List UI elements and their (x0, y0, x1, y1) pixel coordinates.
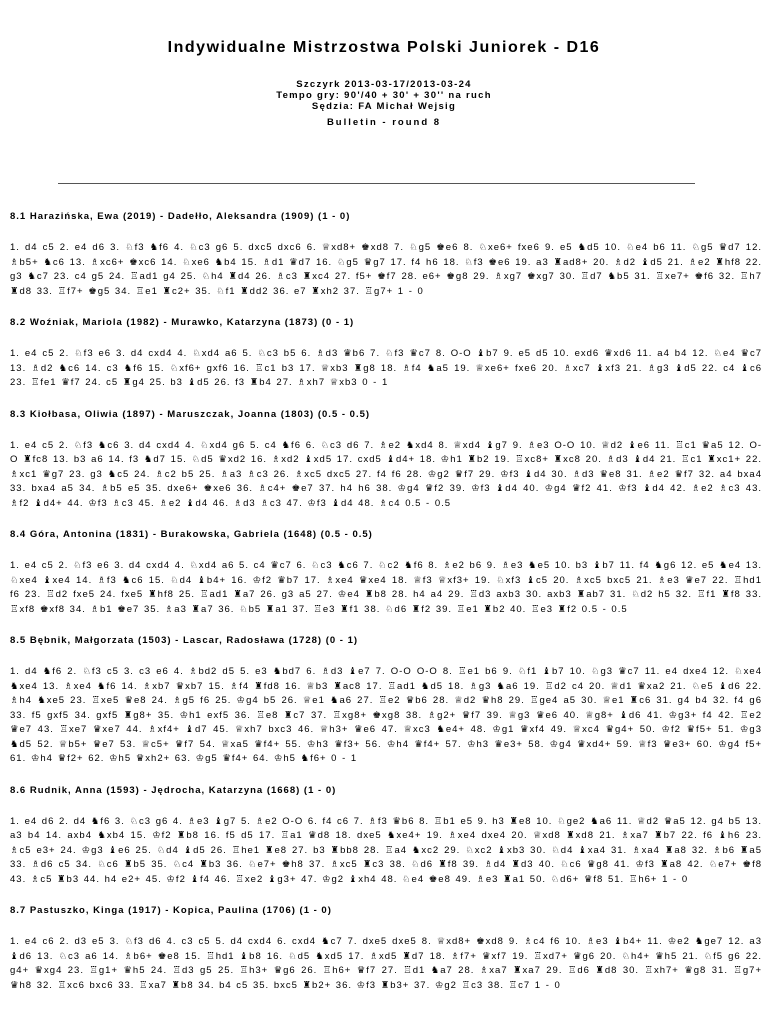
arbiter: Sędzia: FA Michał Wejsig (311, 101, 457, 112)
document-title: Indywidualne Mistrzostwa Polski Juniorek - D16 (167, 39, 601, 56)
time-control: Tempo gry: 90'/40 + 30' + 30'' na ruch (276, 90, 492, 101)
game-entry (10, 635, 762, 767)
game-entry (10, 785, 762, 888)
game-header: 8.1 Harazińska, Ewa (2019) - Dadełło, Aleksandra (1909) (1 - 0) (10, 211, 351, 222)
game-entry (10, 409, 762, 512)
bulletin-header (0, 39, 768, 128)
game-entry (10, 529, 762, 617)
game-moves: 1. e4 c6 2. d3 e5 3. ♘f3 d6 4. c3 c5 5. d4 cxd4 6. cxd4 ♞c7 7. dxe5 dxe5 8. ♕xd8+ ♚xd8 9. ♗c4 f6 10. ♗e3 ♝b4+ 11. ♔e2 ♞ge7 12. a3 ♝d6 13. ♘c3 a6 14. ♗b6+ ♚e8 15. ♖hd1 ♝b8 16. ♘d5 ♞xd5 17. ♗xd5 ♜d7 18. ♗f7+ ♛xf7 19. ♖xd7+ ♛g6 20. ♘h4+ ♛h5 21. ♘f5 g6 22. g4+ ♛xg4 23. ♖g1+ ♛h5 24. ♖d3 g5 25. ♖h3+ ♛g6 26. ♖h6+ ♛f7 27. ♖d1 ♞a7 28. ♗xa7 ♜xa7 29. ♖d6 ♜d8 30. ♖xh7+ ♛g8 31. ♖g7+ ♛h8 32. ♖xc6 bxc6 33. ♖xa7 ♜b8 34. b4 c5 35. bxc5 ♜b2+ 36. ♔f3 ♜b3+ 37. ♔g2 ♖c3 38. ♖c7 1 - 0 (10, 936, 762, 991)
place-date: Szczyrk 2013-03-17/2013-03-24 (296, 79, 472, 90)
game-header: 8.2 Woźniak, Mariola (1982) - Murawko, Katarzyna (1873) (0 - 1) (10, 317, 355, 328)
game-header: 8.7 Pastuszko, Kinga (1917) - Kopica, Paulina (1706) (1 - 0) (10, 905, 332, 916)
game-header: 8.6 Rudnik, Anna (1593) - Jędrocha, Katarzyna (1668) (1 - 0) (10, 784, 337, 796)
game-entry (10, 211, 762, 299)
game-moves: 1. e4 d6 2. d4 ♞f6 3. ♘c3 g6 4. ♗e3 ♝g7 5. ♗e2 O-O 6. f4 c6 7. ♗f3 ♛b6 8. ♖b1 e5 9. h3 ♜e8 10. ♘ge2 ♞a6 11. ♕d2 ♛a5 12. g4 b5 13. a3 b4 14. axb4 ♞xb4 15. ♔f2 ♜b8 16. f5 d5 17. ♖a1 ♛d8 18. dxe5 ♞xe4+ 19. ♗xe4 dxe4 20. ♕xd8 ♜xd8 21. ♗xa7 ♜b7 22. f6 ♝h6 23. ♗c5 e3+ 24. ♔g3 ♝e6 25. ♘d4 ♝d5 26. ♖he1 ♜e8 27. b3 ♜bb8 28. ♖a4 ♞xc2 29. ♘xc2 ♝xb3 30. ♘d4 ♝xa4 31. ♗xa4 ♜a8 32. ♗b6 ♜a5 33. ♗d6 c5 34. ♘c6 ♜b5 35. ♘c4 ♜b3 36. ♘e7+ ♚h8 37. ♗xc5 ♜c3 38. ♘d6 ♜f8 39. ♗d4 ♜d3 40. ♘c6 ♛g8 41. ♔f3 ♜a8 42. ♘e7+ ♚f8 43. ♗c5 ♜b3 44. h4 e2+ 45. ♔f2 ♝f4 46. ♖xe2 ♝g3+ 47. ♔g2 ♝xh4 48. ♘e4 ♚e8 49. ♗e3 ♜a1 50. ♘d6+ ♛f8 51. ♖h6+ 1 - 0 (10, 815, 762, 885)
game-moves: 1. e4 c5 2. ♘f3 e6 3. d4 cxd4 4. ♘xd4 a6 5. ♘c3 b5 6. ♗d3 ♛b6 7. ♘f3 ♛c7 8. O-O ♝b7 9. e5 d5 10. exd6 ♛xd6 11. a4 b4 12. ♘e4 ♛c7 13. ♗d2 ♞c6 14. c3 ♞f6 15. ♘xf6+ gxf6 16. ♖c1 b3 17. ♕xb3 ♜g8 18. ♗f4 ♞a5 19. ♕xe6+ fxe6 20. ♗xc7 ♝xf3 21. ♗g3 ♝d5 22. c4 ♝c6 23. ♖fe1 ♛f7 24. c5 ♜g4 25. b3 ♝d5 26. f3 ♜b4 27. ♗xh7 ♕xb3 0 - 1 (10, 348, 762, 388)
games-list (10, 211, 762, 1011)
game-header: 8.3 Kiołbasa, Oliwia (1897) - Maruszczak, Joanna (1803) (0.5 - 0.5) (10, 408, 371, 420)
game-header: 8.4 Góra, Antonina (1831) - Burakowska, Gabriela (1648) (0.5 - 0.5) (10, 529, 373, 540)
game-moves: 1. d4 ♞f6 2. ♘f3 c5 3. c3 e6 4. ♗bd2 d5 5. e3 ♞bd7 6. ♗d3 ♝e7 7. O-O O-O 8. ♖e1 b6 9. ♘f1 ♝b7 10. ♘g3 ♛c7 11. e4 dxe4 12. ♘xe4 ♞xe4 13. ♗xe4 ♞f6 14. ♗xb7 ♛xb7 15. ♗f4 ♜fd8 16. ♕b3 ♜ac8 17. ♖ad1 ♞d5 18. ♗g3 ♞a6 19. ♖d2 c4 20. ♕d1 ♛xa2 21. ♘e5 ♝d6 22. ♗h4 ♞xe5 23. ♖xe5 ♛e8 24. ♗g5 f6 25. ♔g4 b5 26. ♕e1 ♞a6 27. ♖e2 ♛b6 28. ♕d2 ♛h8 29. ♖ge4 a5 30. ♕e1 ♜c6 31. g4 b4 32. f4 g6 33. f5 gxf5 34. gxf5 ♜g8+ 35. ♔h1 exf5 36. ♖e8 ♜c7 37. ♖xg8+ ♚xg8 38. ♗g2+ ♛f7 39. ♕g3 ♛e6 40. ♕g8+ ♝d6 41. ♔g3+ f4 42. ♖e2 ♛e7 43. ♖xe7 ♛xe7 44. ♗xf4+ ♝d7 45. ♕xh7 bxc3 46. ♕h3+ ♛e6 47. ♕xc3 ♞e4+ 48. ♔g1 ♛xf4 49. ♕xc4 ♛g4+ 50. ♔f2 ♛f5+ 51. ♔g3 ♞d5 52. ♕b5+ ♛e7 53. ♕c5+ ♛f7 54. ♕xa5 ♛f4+ 55. ♔h3 ♛f3+ 56. ♔h4 ♛f4+ 57. ♔h3 ♛e3+ 58. ♔g4 ♛xd4+ 59. ♕f3 ♛e3+ 60. ♔g4 f5+ 61. ♔h4 ♛f2+ 62. ♔h5 ♛xh2+ 63. ♔g5 ♛f4+ 64. ♔h5 ♞f6+ 0 - 1 (10, 666, 762, 764)
game-moves: 1. e4 c5 2. ♘f3 e6 3. d4 cxd4 4. ♘xd4 a6 5. c4 ♛c7 6. ♘c3 ♞c6 7. ♘c2 ♞f6 8. ♗e2 b6 9. ♗e3 ♞e5 10. b3 ♝b7 11. f4 ♞g6 12. e5 ♞e4 13. ♘xe4 ♝xe4 14. ♗f3 ♞c6 15. ♘d4 ♝b4+ 16. ♔f2 ♛b7 17. ♗xe4 ♛xe4 18. ♕f3 ♕xf3+ 19. ♘xf3 ♝c5 20. ♗xc5 bxc5 21. ♗e3 ♛e7 22. ♖hd1 f6 23. ♖d2 fxe5 24. fxe5 ♜hf8 25. ♖ad1 ♜a7 26. g3 a5 27. ♔e4 ♜b8 28. h4 a4 29. ♖d3 axb3 30. axb3 ♜ab7 31. ♘d2 h5 32. ♖f1 ♜f8 33. ♖xf8 ♚xf8 34. ♗b1 ♚e7 35. ♗a3 ♜a7 36. ♘b5 ♜a1 37. ♖e3 ♜f1 38. ♘d6 ♜f2 39. ♖e1 ♜b2 40. ♖e3 ♜f2 0.5 - 0.5 (10, 560, 762, 615)
game-moves: 1. e4 c5 2. ♘f3 ♞c6 3. d4 cxd4 4. ♘xd4 g6 5. c4 ♞f6 6. ♘c3 d6 7. ♗e2 ♞xd4 8. ♕xd4 ♝g7 9. ♗e3 O-O 10. ♕d2 ♝e6 11. ♖c1 ♛a5 12. O-O ♜fc8 13. b3 a6 14. f3 ♞d7 15. ♘d5 ♛xd2 16. ♗xd2 ♝xd5 17. cxd5 ♝d4+ 18. ♔h1 ♜b2 19. ♖xc8+ ♜xc8 20. ♗d3 ♝d4 21. ♖c1 ♜xc1+ 22. ♗xc1 ♛g7 23. g3 ♞c5 24. ♗c2 b5 25. ♗a3 ♗c3 26. ♗xc5 dxc5 27. f4 f6 28. ♔g2 ♛f7 29. ♔f3 ♝d4 30. ♗d3 ♛e8 31. ♗e2 ♛f7 32. a4 bxa4 33. bxa4 a5 34. ♗b5 e5 35. dxe6+ ♚xe6 36. ♗c4+ ♚e7 37. h4 h6 38. ♔g4 ♛f2 39. ♔f3 ♝d4 40. ♔g4 ♛f2 41. ♔f3 ♝d4 42. ♗e2 ♗c3 43. ♗f2 ♝d4+ 44. ♔f3 ♗c3 45. ♗e2 ♝d4 46. ♗d3 ♗c3 47. ♔f3 ♝d4 48. ♗c4 0.5 - 0.5 (10, 439, 762, 509)
header-divider (58, 183, 695, 184)
game-moves: 1. d4 c5 2. e4 d6 3. ♘f3 ♞f6 4. ♘c3 g6 5. dxc5 dxc6 6. ♕xd8+ ♚xd8 7. ♘g5 ♚e6 8. ♘xe6+ fxe6 9. e5 ♞d5 10. ♘e4 b6 11. ♘g5 ♛d7 12. ♗b5+ ♞c6 13. ♗xc6+ ♚xc6 14. ♘xe6 ♞b4 15. ♗d1 ♛d7 16. ♘g5 ♛g7 17. f4 h6 18. ♘f3 ♚e6 19. a3 ♜ad8+ 20. ♗d2 ♝d5 21. ♗e2 ♜hf8 22. g3 ♞c7 23. c4 g5 24. ♖ad1 g4 25. ♘h4 ♜d4 26. ♗c3 ♜xc4 27. f5+ ♚f7 28. e6+ ♚g8 29. ♗xg7 ♚xg7 30. ♖d7 ♞b5 31. ♖xe7+ ♚f6 32. ♖h7 ♜d8 33. ♖f7+ ♚g5 34. ♖e1 ♜c2+ 35. ♘f1 ♜dd2 36. e7 ♜xh2 37. ♖g7+ 1 - 0 (10, 242, 762, 297)
bulletin-round: Bulletin - round 8 (326, 117, 442, 128)
game-header: 8.5 Bębnik, Małgorzata (1503) - Lascar, Radosława (1728) (0 - 1) (10, 635, 359, 646)
game-entry (10, 317, 762, 391)
game-entry (10, 905, 762, 993)
